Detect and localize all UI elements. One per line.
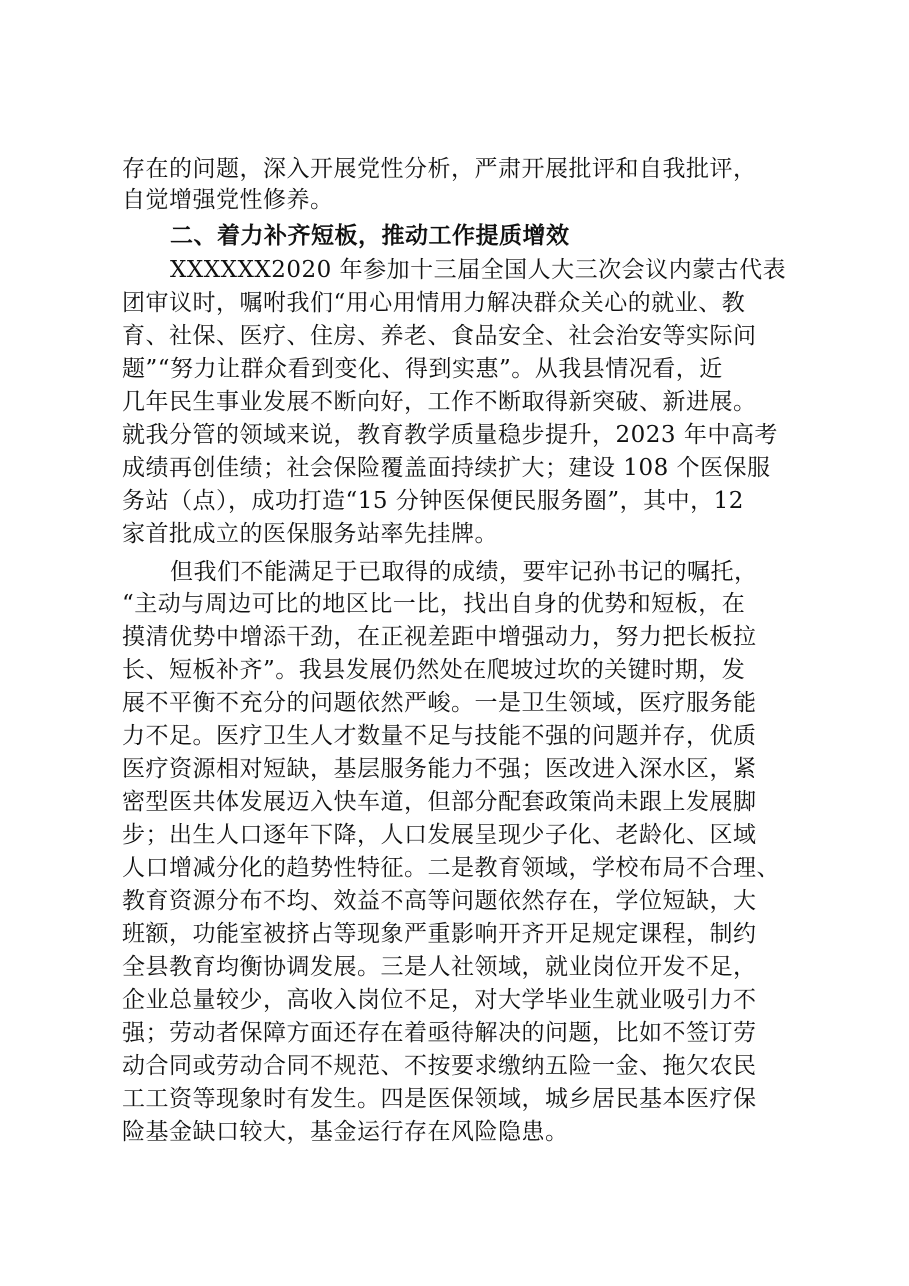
- body-text-line: 工工资等现象时有发生。四是医保领域，城乡居民基本医疗保: [122, 1086, 757, 1112]
- body-text-line: 但我们不能满足于已取得的成绩，要牢记孙书记的嘱托，: [170, 559, 758, 585]
- body-text-line: 险基金缺口较大，基金运行存在风险隐患。: [122, 1119, 569, 1145]
- body-text-line: 企业总量较少，高收入岗位不足，对大学毕业生就业吸引力不: [122, 987, 757, 1013]
- body-text-line: 教育资源分布不均、效益不高等问题依然存在，学位短缺，大: [122, 888, 757, 914]
- section-heading: 二、着力补齐短板，推动工作提质增效: [170, 222, 570, 249]
- body-text-line: 家首批成立的医保服务站率先挂牌。: [122, 521, 498, 547]
- body-text-line: 存在的问题，深入开展党性分析，严肃开展批评和自我批评，: [122, 156, 757, 182]
- body-text-line: 自觉增强党性修养。: [122, 187, 334, 213]
- body-text-line: 班额，功能室被挤占等现象严重影响开齐开足规定课程，制约: [122, 921, 757, 947]
- body-text-line: 摸清优势中增添干劲，在正视差距中增强动力，努力把长板拉: [122, 624, 757, 650]
- body-text-line: 步；出生人口逐年下降，人口发展呈现少子化、老龄化、区域: [122, 822, 757, 848]
- body-text-line: 强；劳动者保障方面还存在着亟待解决的问题，比如不签订劳: [122, 1020, 757, 1046]
- body-text-line: 几年民生事业发展不断向好，工作不断取得新突破、新进展。: [122, 389, 757, 415]
- body-text-line: 题”“努力让群众看到变化、得到实惠”。从我县情况看，近: [122, 356, 723, 382]
- body-text-line: 就我分管的领域来说，教育教学质量稳步提升，2023 年中高考: [122, 422, 778, 448]
- body-text-line: 密型医共体发展迈入快车道，但部分配套政策尚未跟上发展脚: [122, 789, 757, 815]
- body-text-line: 展不平衡不充分的问题依然严峻。一是卫生领域，医疗服务能: [122, 690, 757, 716]
- body-text-line: 动合同或劳动合同不规范、不按要求缴纳五险一金、拖欠农民: [122, 1053, 757, 1079]
- body-text-line: “主动与周边可比的地区比一比，找出自身的优势和短板，在: [122, 591, 746, 617]
- body-text-line: 力不足。医疗卫生人才数量不足与技能不强的问题并存，优质: [122, 723, 757, 749]
- body-text-line: XXXXXX2020 年参加十三届全国人大三次会议内蒙古代表: [170, 257, 787, 283]
- body-text-line: 育、社保、医疗、住房、养老、食品安全、社会治安等实际问: [122, 323, 757, 349]
- body-text-line: 人口增减分化的趋势性特征。二是教育领域，学校布局不合理、: [122, 855, 780, 881]
- body-text-line: 务站（点），成功打造“15 分钟医保便民服务圈”，其中，12: [122, 488, 744, 514]
- body-text-line: 长、短板补齐”。我县发展仍然处在爬坡过坎的关键时期，发: [122, 657, 746, 683]
- body-text-line: 成绩再创佳绩；社会保险覆盖面持续扩大；建设 108 个医保服: [122, 455, 771, 481]
- body-text-line: 团审议时，嘱咐我们“用心用情用力解决群众关心的就业、教: [122, 290, 746, 316]
- body-text-line: 全县教育均衡协调发展。三是人社领域，就业岗位开发不足，: [122, 954, 757, 980]
- body-text-line: 医疗资源相对短缺，基层服务能力不强；医改进入深水区，紧: [122, 756, 757, 782]
